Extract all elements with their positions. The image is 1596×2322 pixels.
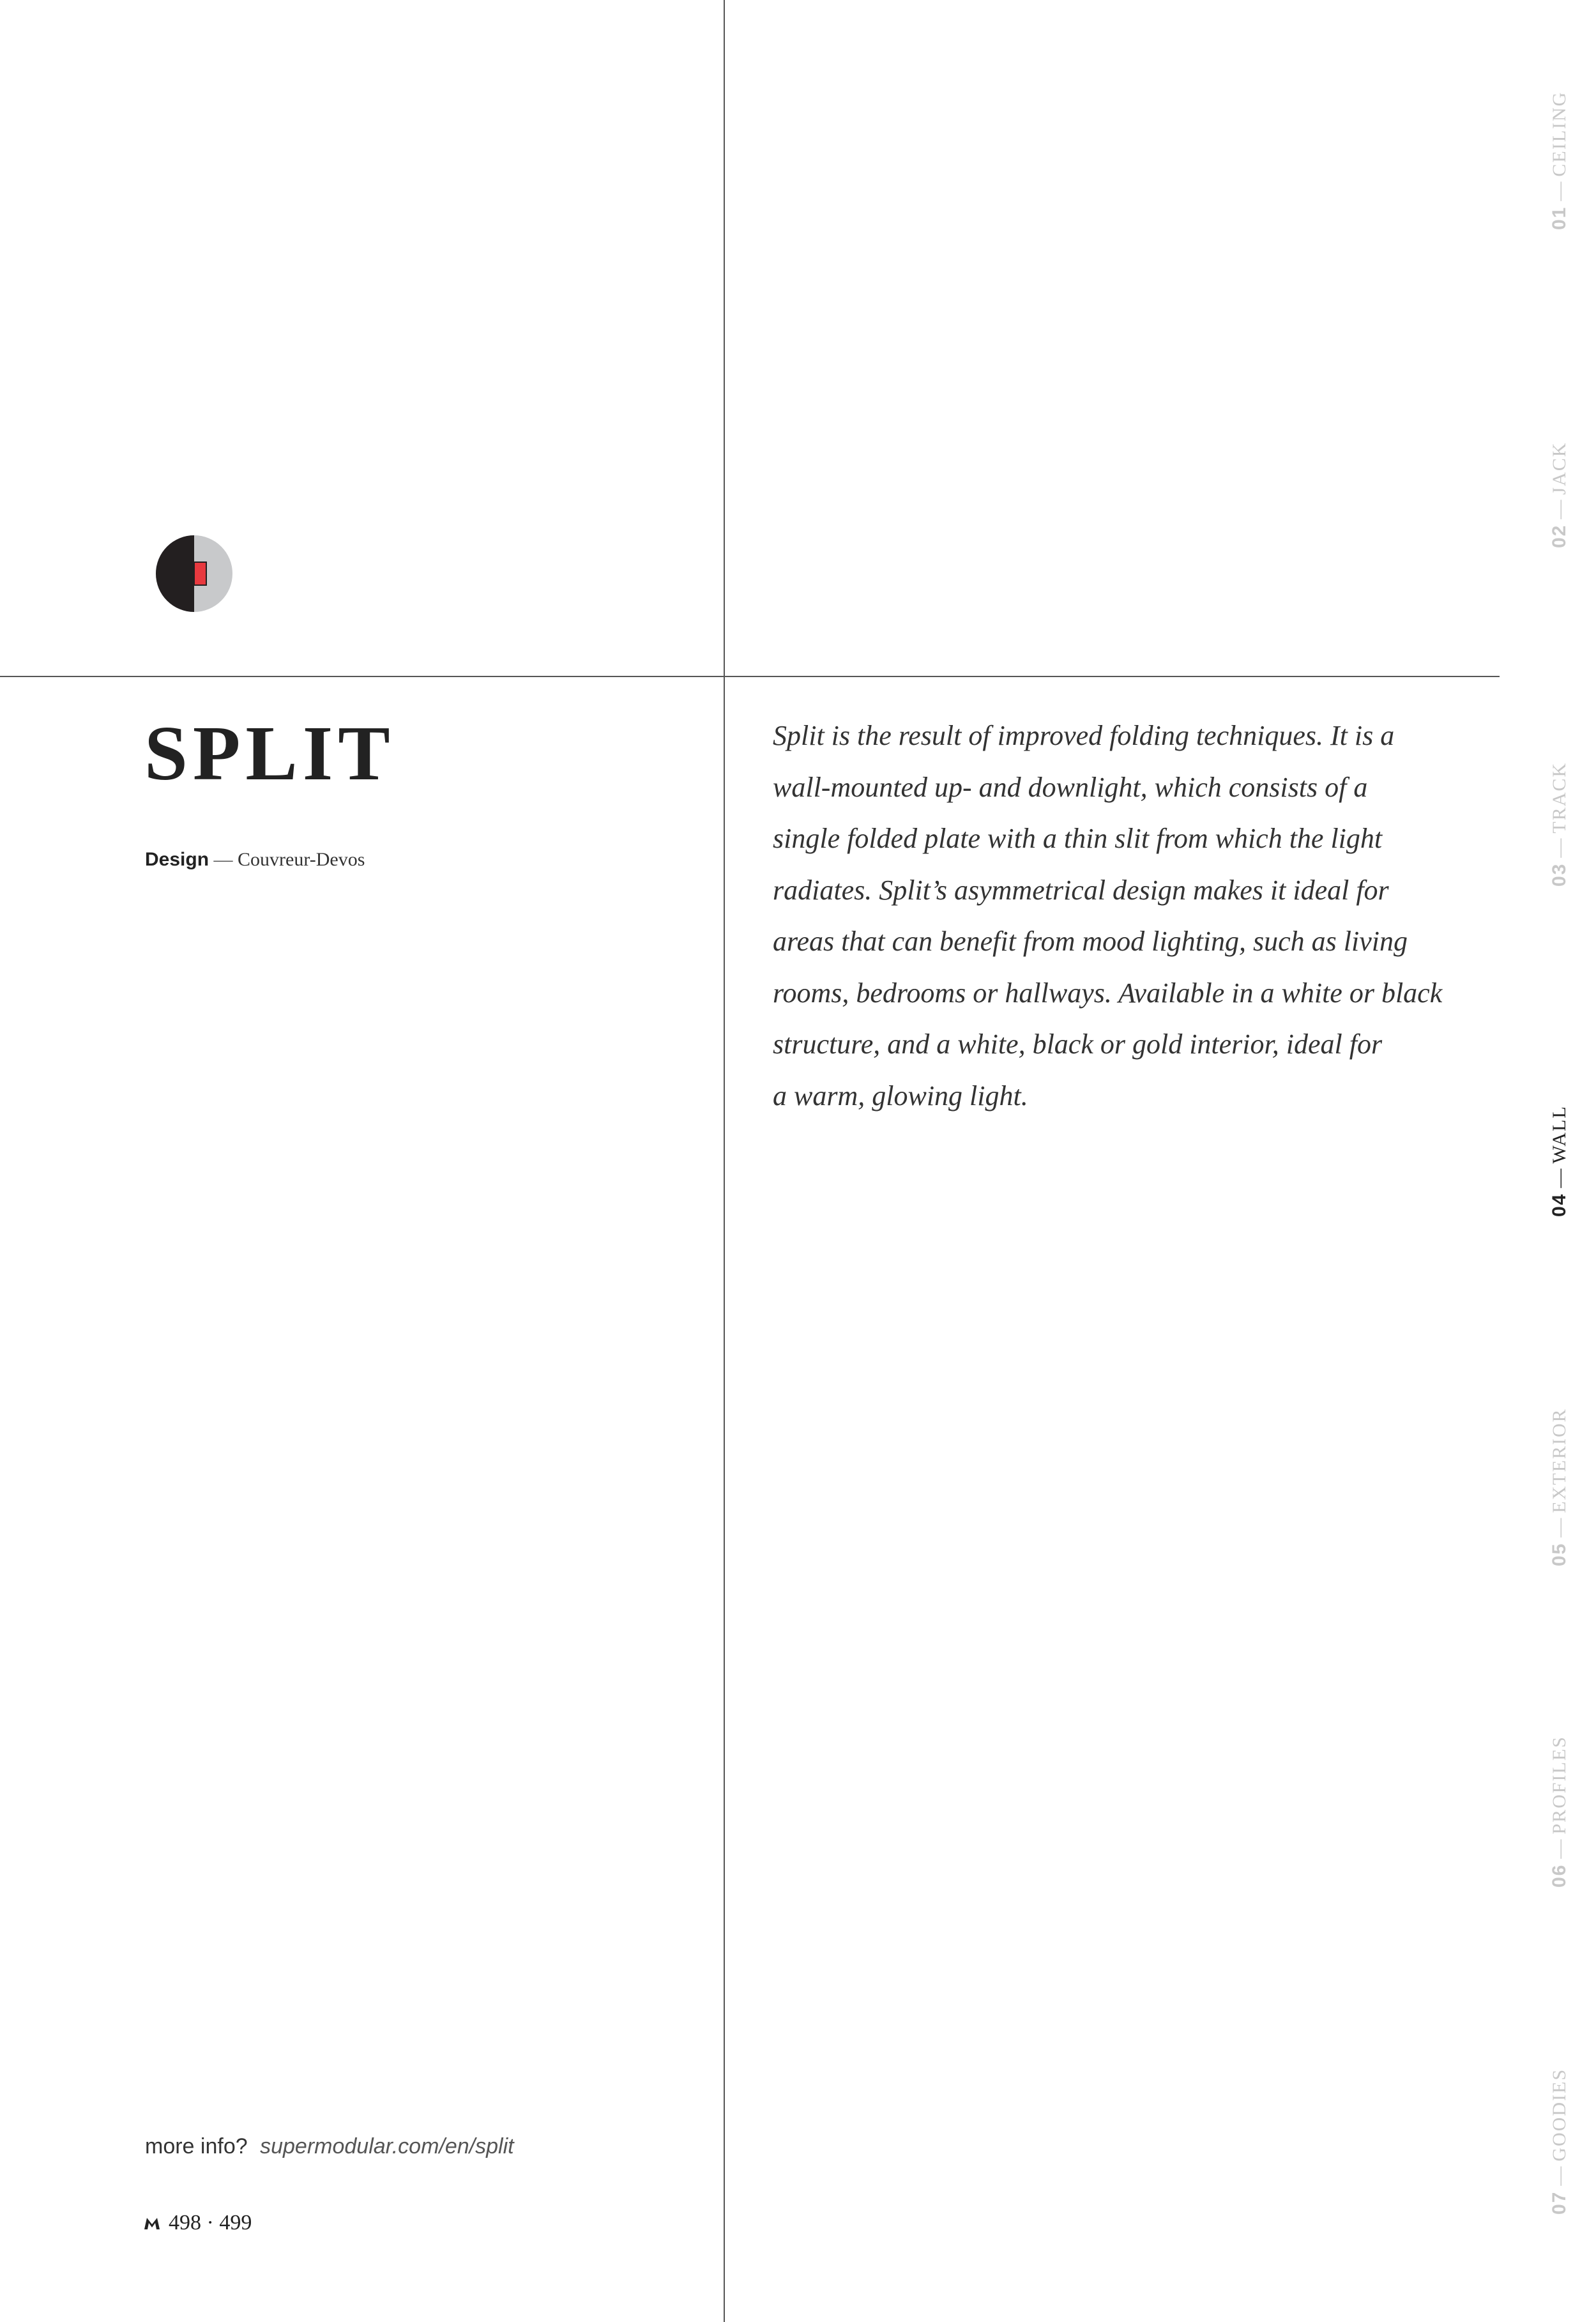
split-product-icon [155,535,233,613]
description-line: areas that can benefit from mood lighting, such as living [773,926,1408,957]
nav-item-profiles[interactable]: 06—PROFILES [1549,1736,1570,1888]
design-credit [145,847,365,873]
description-line: a warm, glowing light. [773,1080,1028,1111]
nav-num: 05 [1549,1542,1570,1566]
credit-label: Design [145,849,209,870]
more-info-link[interactable]: supermodular.com/en/split [260,2134,514,2158]
nav-item-goodies[interactable]: 07—GOODIES [1549,2068,1570,2215]
horizontal-divider [0,676,1500,677]
nav-item-wall[interactable]: 04—WALL [1549,1105,1570,1217]
page-numbers [144,2209,252,2237]
product-title: SPLIT [144,710,395,797]
description-line: rooms, bedrooms or hallways. Available in a white or black [773,977,1443,1009]
description-line: wall-mounted up- and downlight, which consists of a [773,771,1368,803]
nav-item-ceiling[interactable]: 01—CEILING [1549,91,1570,230]
nav-label: CEILING [1549,91,1570,177]
more-info [145,2132,514,2160]
page-numbers-text: 498 · 499 [169,2211,252,2234]
description-line: radiates. Split’s asymmetrical design makes it ideal for [773,874,1389,906]
product-description [773,710,1482,1122]
nav-label: JACK [1549,441,1570,495]
credit-separator: — [213,849,233,870]
brand-logo-icon [144,2217,160,2229]
description-line: structure, and a white, black or gold interior, ideal for [773,1028,1383,1060]
nav-num: 06 [1549,1863,1570,1888]
more-info-label: more info? [145,2134,248,2158]
nav-num: 03 [1549,862,1570,887]
nav-num: 04 [1549,1193,1570,1217]
description-line: single folded plate with a thin slit from which the light [773,823,1383,854]
credit-value: Couvreur-Devos [238,849,365,870]
nav-label: WALL [1549,1105,1570,1164]
nav-item-jack[interactable]: 02—JACK [1549,441,1570,548]
vertical-divider [724,0,725,2322]
nav-item-track[interactable]: 03—TRACK [1549,761,1570,887]
nav-label: GOODIES [1549,2068,1570,2162]
nav-label: PROFILES [1549,1736,1570,1835]
description-line: Split is the result of improved folding techniques. It is a [773,720,1395,751]
nav-num: 01 [1549,206,1570,230]
nav-label: EXTERIOR [1549,1408,1570,1513]
nav-item-exterior[interactable]: 05—EXTERIOR [1549,1408,1570,1566]
nav-num: 07 [1549,2190,1570,2215]
nav-num: 02 [1549,524,1570,548]
nav-label: TRACK [1549,761,1570,834]
